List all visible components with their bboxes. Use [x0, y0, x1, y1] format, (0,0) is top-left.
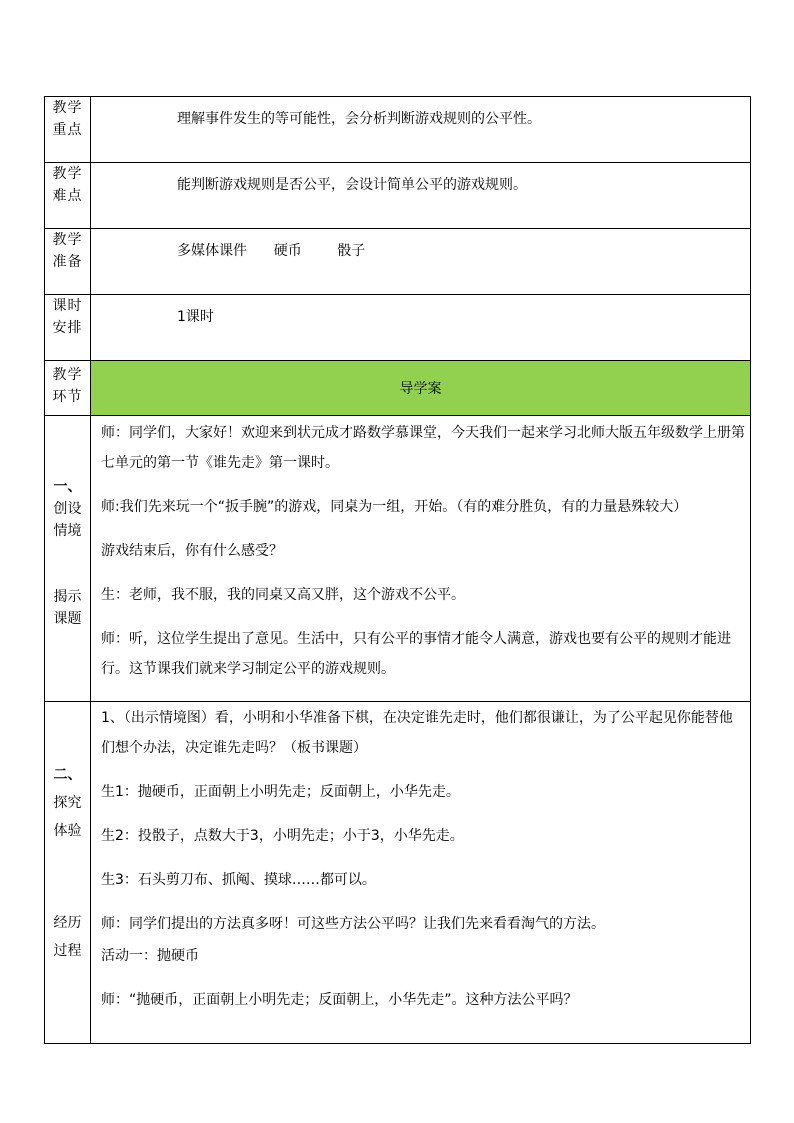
lesson-plan-table [44, 96, 751, 1044]
value-teaching-prep: 多媒体课件 硬币 骰子 [91, 229, 751, 295]
paragraph: 师：同学们，大家好！欢迎来到状元成才路数学慕课堂，今天我们一起来学习北师大版五年级数学上册第七单元的第一节《谁先走》第一课时。 [101, 425, 745, 471]
paragraph: 师：听，这位学生提出了意见。生活中，只有公平的事情才能令人满意，游戏也要有公平的规则才能进行。这节课我们就来学习制定公平的游戏规则。 [101, 631, 731, 677]
paragraph: 师：“抛硬币，正面朝上小明先走；反面朝上，小华先走”。这种方法公平吗？ [101, 992, 578, 1008]
row-class-schedule [45, 295, 751, 361]
label-teaching-prep: 教学 准备 [45, 229, 91, 295]
paragraph: 生2：投骰子，点数大于3，小明先走；小于3，小华先走。 [101, 828, 464, 844]
label-teaching-stage: 教学 环节 [45, 361, 91, 416]
paragraph: 生3：石头剪刀布、抓阄、摸球……都可以。 [101, 872, 376, 888]
paragraph: 1、（出示情境图）看，小明和小华准备下棋，在决定谁先走时，他们都很谦让，为了公平起见你能替他们想个办法，决定谁先走吗？（板书课题） [101, 710, 733, 756]
row-section-2 [45, 702, 751, 1044]
value-teaching-difficulty: 能判断游戏规则是否公平，会设计简单公平的游戏规则。 [91, 163, 751, 229]
label-teaching-focus: 教学 重点 [45, 97, 91, 163]
row-section-1 [45, 416, 751, 702]
paragraph: 师：同学们提出的方法真多呀！可这些方法公平吗？让我们先来看看淘气的方法。 [101, 916, 605, 932]
paragraph: 生1：抛硬币，正面朝上小明先走；反面朝上，小华先走。 [101, 784, 460, 800]
value-class-schedule: 1课时 [91, 295, 751, 361]
paragraph: 游戏结束后，你有什么感受？ [101, 543, 283, 559]
label-teaching-difficulty: 教学 难点 [45, 163, 91, 229]
content-section-1 [91, 416, 751, 702]
label-class-schedule: 课时 安排 [45, 295, 91, 361]
paragraph: 活动一：抛硬币 [101, 948, 199, 964]
row-teaching-difficulty [45, 163, 751, 229]
row-teaching-prep [45, 229, 751, 295]
paragraph: 生：老师，我不服，我的同桌又高又胖，这个游戏不公平。 [101, 587, 465, 603]
paragraph: 师:我们先来玩一个“扳手腕”的游戏，同桌为一组，开始。（有的难分胜负，有的力量悬殊较大） [101, 499, 688, 515]
label-section-1: 一、 创设 情境 揭示 课题 [45, 416, 91, 702]
content-section-2 [91, 702, 751, 1044]
row-teaching-stage [45, 361, 751, 416]
label-section-2: 二、 探究 体验 经历 过程 [45, 702, 91, 1044]
value-teaching-focus: 理解事件发生的等可能性，会分析判断游戏规则的公平性。 [91, 97, 751, 163]
stage-title: 导学案 [91, 361, 751, 416]
row-teaching-focus [45, 97, 751, 163]
